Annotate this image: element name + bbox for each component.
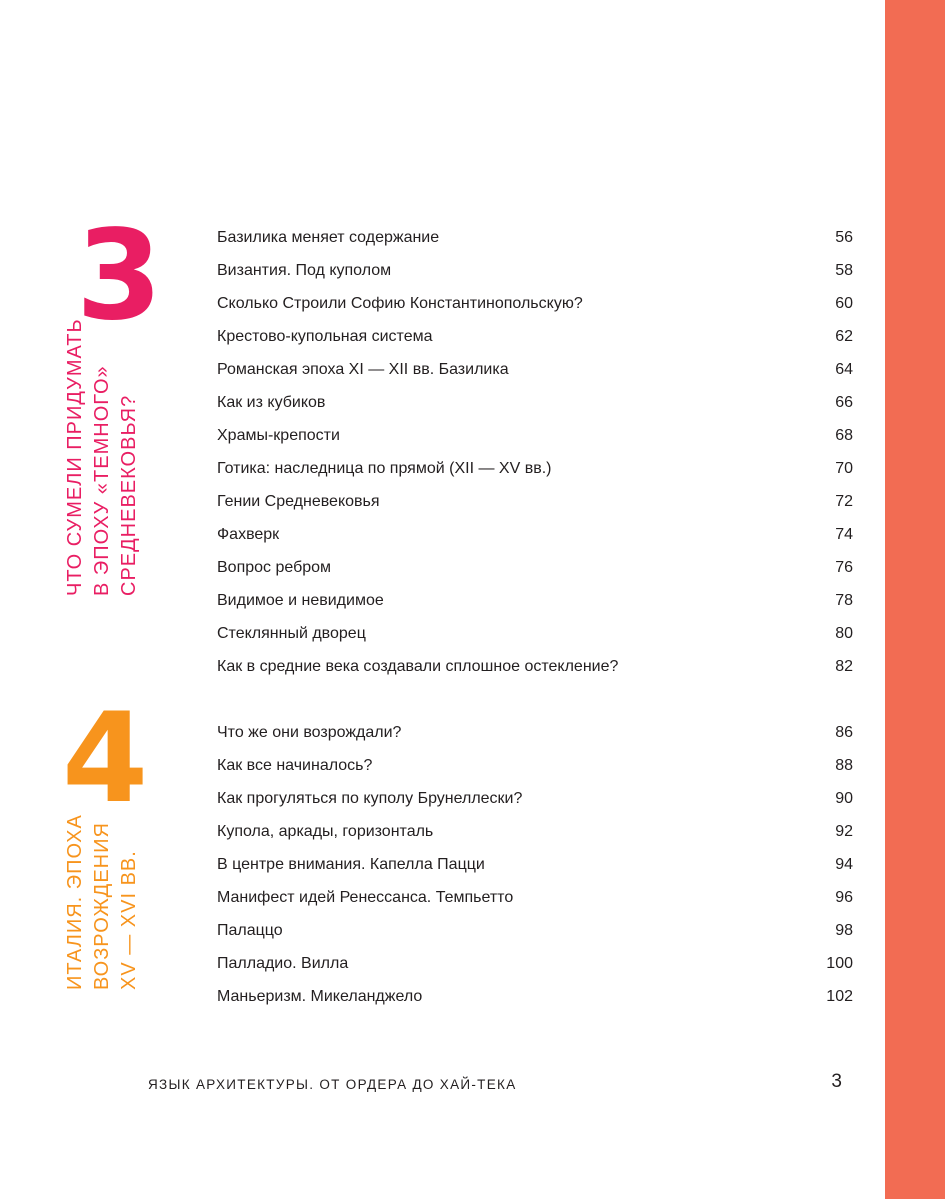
toc-entry-title: Византия. Под куполом <box>217 261 392 279</box>
toc-entry-page: 88 <box>835 756 853 774</box>
toc-entry[interactable] <box>217 782 853 815</box>
chapter4-title-line: ВОЗРОЖДЕНИЯ <box>91 822 113 990</box>
toc-entry-page: 70 <box>835 459 853 477</box>
toc-entry-title: Крестово-купольная система <box>217 327 433 345</box>
chapter-3-toc-list <box>217 221 853 683</box>
toc-entry[interactable] <box>217 848 853 881</box>
toc-entry[interactable] <box>217 914 853 947</box>
toc-entry-title: Базилика меняет содержание <box>217 228 440 246</box>
toc-entry-page: 102 <box>826 987 853 1005</box>
toc-entry[interactable] <box>217 584 853 617</box>
toc-entry[interactable] <box>217 749 853 782</box>
toc-entry-title: Манифест идей Ренессанса. Темпьетто <box>217 888 514 906</box>
chapter-3-title <box>62 318 143 596</box>
toc-entry-page: 74 <box>835 525 853 543</box>
toc-entry-title: Маньеризм. Микеланджело <box>217 987 423 1005</box>
toc-entry-page: 90 <box>835 789 853 807</box>
toc-entry-title: Купола, аркады, горизонталь <box>217 822 434 840</box>
toc-entry-title: Вопрос ребром <box>217 558 332 576</box>
toc-entry-page: 56 <box>835 228 853 246</box>
toc-entry[interactable] <box>217 353 853 386</box>
toc-entry-page: 86 <box>835 723 853 741</box>
chapter4-title-line: ИТАЛИЯ. ЭПОХА <box>64 814 86 990</box>
toc-entry[interactable] <box>217 254 853 287</box>
toc-entry-page: 100 <box>826 954 853 972</box>
toc-entry-title: Фахверк <box>217 525 280 543</box>
toc-entry[interactable] <box>217 815 853 848</box>
toc-entry-title: Палаццо <box>217 921 283 939</box>
toc-entry[interactable] <box>217 320 853 353</box>
toc-entry-page: 76 <box>835 558 853 576</box>
toc-entry[interactable] <box>217 980 853 1013</box>
toc-entry-page: 64 <box>835 360 853 378</box>
toc-entry[interactable] <box>217 287 853 320</box>
chapter-4-toc-list <box>217 716 853 1013</box>
toc-entry-title: Стеклянный дворец <box>217 624 366 642</box>
toc-entry-page: 82 <box>835 657 853 675</box>
toc-entry[interactable] <box>217 617 853 650</box>
toc-entry[interactable] <box>217 650 853 683</box>
toc-entry-title: Сколько Строили Софию Константинопольскую? <box>217 294 583 312</box>
toc-entry-title: В центре внимания. Капелла Пацци <box>217 855 485 873</box>
toc-entry[interactable] <box>217 419 853 452</box>
toc-entry-page: 68 <box>835 426 853 444</box>
chapter3-title-line: В ЭПОХУ «ТЕМНОГО» <box>91 365 113 596</box>
toc-entry[interactable] <box>217 386 853 419</box>
chapter-4-title <box>62 814 143 990</box>
toc-entry-title: Видимое и невидимое <box>217 591 384 609</box>
toc-entry-title: Как прогуляться по куполу Брунеллески? <box>217 789 523 807</box>
toc-entry-title: Как в средние века создавали сплошное остекление? <box>217 657 619 675</box>
toc-entry[interactable] <box>217 881 853 914</box>
toc-entry-page: 72 <box>835 492 853 510</box>
chapter-3-number: 3 <box>76 204 163 348</box>
toc-entry-page: 80 <box>835 624 853 642</box>
chapter-4-number: 4 <box>62 687 149 831</box>
toc-entry-title: Храмы-крепости <box>217 426 340 444</box>
toc-entry-page: 60 <box>835 294 853 312</box>
toc-entry-title: Как из кубиков <box>217 393 326 411</box>
toc-entry[interactable] <box>217 947 853 980</box>
toc-entry-title: Готика: наследница по прямой (XII — XV вв.) <box>217 459 552 477</box>
footer-book-title: ЯЗЫК АРХИТЕКТУРЫ. ОТ ОРДЕРА ДО ХАЙ-ТЕКА <box>148 1077 517 1092</box>
toc-entry[interactable] <box>217 221 853 254</box>
toc-entry-page: 96 <box>835 888 853 906</box>
toc-entry-title: Как все начиналось? <box>217 756 373 774</box>
toc-entry-page: 94 <box>835 855 853 873</box>
toc-entry[interactable] <box>217 485 853 518</box>
toc-entry-page: 66 <box>835 393 853 411</box>
chapter3-title-line: СРЕДНЕВЕКОВЬЯ? <box>118 394 140 596</box>
toc-entry-page: 92 <box>835 822 853 840</box>
toc-entry-page: 98 <box>835 921 853 939</box>
chapter4-title-line: XV — XVI ВВ. <box>118 850 140 990</box>
toc-entry-title: Романская эпоха XI — XII вв. Базилика <box>217 360 509 378</box>
toc-entry[interactable] <box>217 551 853 584</box>
side-color-strip <box>885 0 945 1199</box>
toc-entry[interactable] <box>217 716 853 749</box>
toc-entry[interactable] <box>217 452 853 485</box>
chapter3-title-line: ЧТО СУМЕЛИ ПРИДУМАТЬ <box>64 318 86 596</box>
toc-entry-title: Что же они возрождали? <box>217 723 402 741</box>
footer-page-number: 3 <box>831 1071 842 1092</box>
toc-entry-title: Гении Средневековья <box>217 492 380 510</box>
toc-entry-title: Палладио. Вилла <box>217 954 349 972</box>
toc-entry[interactable] <box>217 518 853 551</box>
toc-entry-page: 62 <box>835 327 853 345</box>
toc-entry-page: 58 <box>835 261 853 279</box>
toc-entry-page: 78 <box>835 591 853 609</box>
